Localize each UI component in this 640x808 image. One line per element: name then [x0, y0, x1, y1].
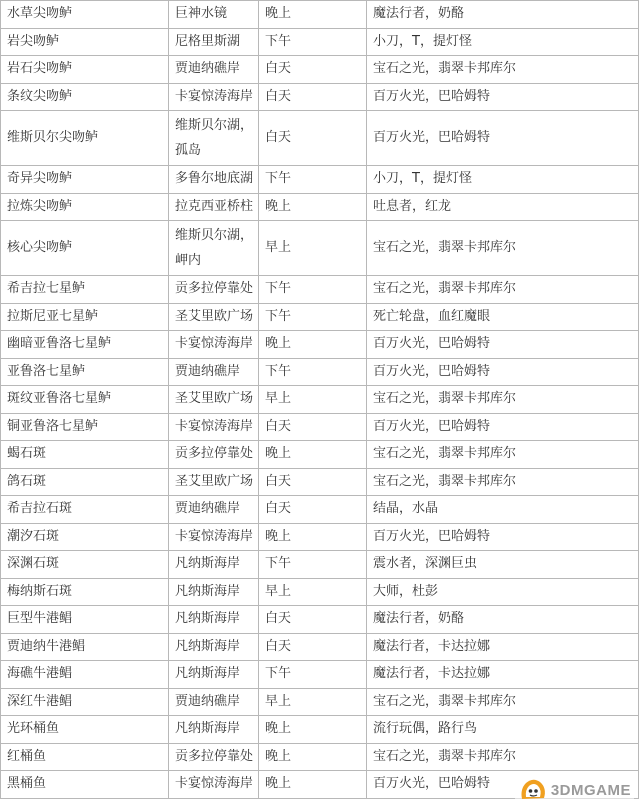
time-cell: 晚上: [259, 331, 367, 359]
time-cell: 白天: [259, 56, 367, 84]
watermark-text: 3DMGAME: [550, 781, 631, 799]
fish-name-cell: 光环桶鱼: [1, 716, 169, 744]
table-row: [1, 743, 639, 771]
bait-cell: 百万火光，巴哈姆特: [367, 111, 639, 166]
fish-name-cell: 维斯贝尔尖吻鲈: [1, 111, 169, 166]
table-row: [1, 661, 639, 689]
bait-cell: 宝石之光，翡翠卡邦库尔: [367, 468, 639, 496]
table-row: [1, 1, 639, 29]
bait-cell: 魔法行者，奶酪: [367, 606, 639, 634]
time-cell: 白天: [259, 633, 367, 661]
fish-name-cell: 岩尖吻鲈: [1, 28, 169, 56]
location-cell: 卡宴惊涛海岸: [169, 413, 259, 441]
time-cell: 晚上: [259, 743, 367, 771]
location-cell: 卡宴惊涛海岸: [169, 771, 259, 799]
fish-name-cell: 铜亚鲁洛七星鲈: [1, 413, 169, 441]
time-cell: 早上: [259, 221, 367, 276]
table-row: [1, 193, 639, 221]
fish-name-cell: 梅纳斯石斑: [1, 578, 169, 606]
bait-cell: 百万火光，巴哈姆特: [367, 523, 639, 551]
table-row: [1, 83, 639, 111]
bait-cell: 宝石之光，翡翠卡邦库尔: [367, 441, 639, 469]
fish-name-cell: 岩石尖吻鲈: [1, 56, 169, 84]
time-cell: 晚上: [259, 771, 367, 799]
location-cell: 贡多拉停靠处: [169, 441, 259, 469]
location-cell: 维斯贝尔湖，岬内: [169, 221, 259, 276]
bait-cell: 小刀，T，提灯怪: [367, 166, 639, 194]
table-row: [1, 331, 639, 359]
table-row: [1, 496, 639, 524]
bait-cell: 死亡轮盘，血红魔眼: [367, 303, 639, 331]
table-row: [1, 56, 639, 84]
bait-cell: 宝石之光，翡翠卡邦库尔: [367, 688, 639, 716]
bait-cell: 大师，杜彭: [367, 578, 639, 606]
time-cell: 下午: [259, 28, 367, 56]
table-row: [1, 276, 639, 304]
bait-cell: 宝石之光，翡翠卡邦库尔: [367, 386, 639, 414]
time-cell: 早上: [259, 578, 367, 606]
fish-name-cell: 亚鲁洛七星鲈: [1, 358, 169, 386]
table-row: [1, 386, 639, 414]
time-cell: 白天: [259, 496, 367, 524]
3dmgame-logo-icon: [518, 777, 548, 803]
time-cell: 早上: [259, 688, 367, 716]
time-cell: 晚上: [259, 523, 367, 551]
time-cell: 下午: [259, 166, 367, 194]
time-cell: 下午: [259, 276, 367, 304]
watermark: [515, 776, 634, 804]
time-cell: 下午: [259, 661, 367, 689]
fish-name-cell: 蝎石斑: [1, 441, 169, 469]
location-cell: 凡纳斯海岸: [169, 551, 259, 579]
fish-name-cell: 条纹尖吻鲈: [1, 83, 169, 111]
fish-name-cell: 鸽石斑: [1, 468, 169, 496]
time-cell: 白天: [259, 606, 367, 634]
fish-name-cell: 贾迪纳牛港鲳: [1, 633, 169, 661]
location-cell: 圣艾里欧广场: [169, 386, 259, 414]
location-cell: 贡多拉停靠处: [169, 743, 259, 771]
table-row: [1, 111, 639, 166]
fish-name-cell: 拉斯尼亚七星鲈: [1, 303, 169, 331]
fish-name-cell: 巨型牛港鲳: [1, 606, 169, 634]
table-row: [1, 358, 639, 386]
time-cell: 下午: [259, 551, 367, 579]
table-row: [1, 468, 639, 496]
time-cell: 下午: [259, 358, 367, 386]
table-row: [1, 578, 639, 606]
table-row: [1, 551, 639, 579]
bait-cell: 魔法行者，卡达拉娜: [367, 661, 639, 689]
location-cell: 凡纳斯海岸: [169, 578, 259, 606]
location-cell: 卡宴惊涛海岸: [169, 83, 259, 111]
table-row: [1, 523, 639, 551]
table-row: [1, 413, 639, 441]
time-cell: 白天: [259, 413, 367, 441]
location-cell: 贾迪纳礁岸: [169, 56, 259, 84]
location-cell: 圣艾里欧广场: [169, 303, 259, 331]
table-row: [1, 166, 639, 194]
table-row: [1, 606, 639, 634]
time-cell: 晚上: [259, 193, 367, 221]
time-cell: 早上: [259, 386, 367, 414]
location-cell: 多鲁尔地底湖: [169, 166, 259, 194]
bait-cell: 宝石之光，翡翠卡邦库尔: [367, 743, 639, 771]
location-cell: 卡宴惊涛海岸: [169, 523, 259, 551]
bait-cell: 吐息者，红龙: [367, 193, 639, 221]
bait-cell: 魔法行者，奶酪: [367, 1, 639, 29]
table-row: [1, 303, 639, 331]
bait-cell: 流行玩偶，路行鸟: [367, 716, 639, 744]
location-cell: 凡纳斯海岸: [169, 661, 259, 689]
time-cell: 白天: [259, 468, 367, 496]
location-cell: 凡纳斯海岸: [169, 716, 259, 744]
fish-name-cell: 水草尖吻鲈: [1, 1, 169, 29]
table-row: [1, 688, 639, 716]
bait-cell: 百万火光，巴哈姆特: [367, 83, 639, 111]
location-cell: 凡纳斯海岸: [169, 633, 259, 661]
location-cell: 贡多拉停靠处: [169, 276, 259, 304]
location-cell: 凡纳斯海岸: [169, 606, 259, 634]
fish-name-cell: 奇异尖吻鲈: [1, 166, 169, 194]
fish-name-cell: 斑纹亚鲁洛七星鲈: [1, 386, 169, 414]
time-cell: 晚上: [259, 716, 367, 744]
fish-name-cell: 核心尖吻鲈: [1, 221, 169, 276]
bait-cell: 结晶，水晶: [367, 496, 639, 524]
fish-name-cell: 深渊石斑: [1, 551, 169, 579]
time-cell: 白天: [259, 111, 367, 166]
fish-name-cell: 红桶鱼: [1, 743, 169, 771]
bait-cell: 震水者，深渊巨虫: [367, 551, 639, 579]
location-cell: 巨神水镜: [169, 1, 259, 29]
bait-cell: 宝石之光，翡翠卡邦库尔: [367, 221, 639, 276]
fish-name-cell: 希吉拉七星鲈: [1, 276, 169, 304]
bait-cell: 百万火光，巴哈姆特: [367, 771, 639, 799]
time-cell: 晚上: [259, 1, 367, 29]
fish-name-cell: 拉炼尖吻鲈: [1, 193, 169, 221]
bait-cell: 百万火光，巴哈姆特: [367, 358, 639, 386]
bait-cell: 百万火光，巴哈姆特: [367, 413, 639, 441]
table-row: [1, 441, 639, 469]
table-row: [1, 716, 639, 744]
bait-cell: 宝石之光，翡翠卡邦库尔: [367, 276, 639, 304]
fish-name-cell: 潮汐石斑: [1, 523, 169, 551]
table-row: [1, 221, 639, 276]
fish-name-cell: 幽暗亚鲁洛七星鲈: [1, 331, 169, 359]
fish-name-cell: 黑桶鱼: [1, 771, 169, 799]
location-cell: 卡宴惊涛海岸: [169, 331, 259, 359]
time-cell: 晚上: [259, 441, 367, 469]
location-cell: 圣艾里欧广场: [169, 468, 259, 496]
fish-name-cell: 海礁牛港鲳: [1, 661, 169, 689]
time-cell: 下午: [259, 303, 367, 331]
table-row: [1, 633, 639, 661]
bait-cell: 魔法行者，卡达拉娜: [367, 633, 639, 661]
location-cell: 贾迪纳礁岸: [169, 358, 259, 386]
bait-cell: 百万火光，巴哈姆特: [367, 331, 639, 359]
time-cell: 白天: [259, 83, 367, 111]
location-cell: 贾迪纳礁岸: [169, 496, 259, 524]
bait-cell: 宝石之光，翡翠卡邦库尔: [367, 56, 639, 84]
location-cell: 贾迪纳礁岸: [169, 688, 259, 716]
bait-cell: 小刀，T，提灯怪: [367, 28, 639, 56]
location-cell: 维斯贝尔湖，孤岛: [169, 111, 259, 166]
fish-name-cell: 深红牛港鲳: [1, 688, 169, 716]
location-cell: 拉克西亚桥柱: [169, 193, 259, 221]
table-row: [1, 28, 639, 56]
location-cell: 尼格里斯湖: [169, 28, 259, 56]
fish-name-cell: 希吉拉石斑: [1, 496, 169, 524]
